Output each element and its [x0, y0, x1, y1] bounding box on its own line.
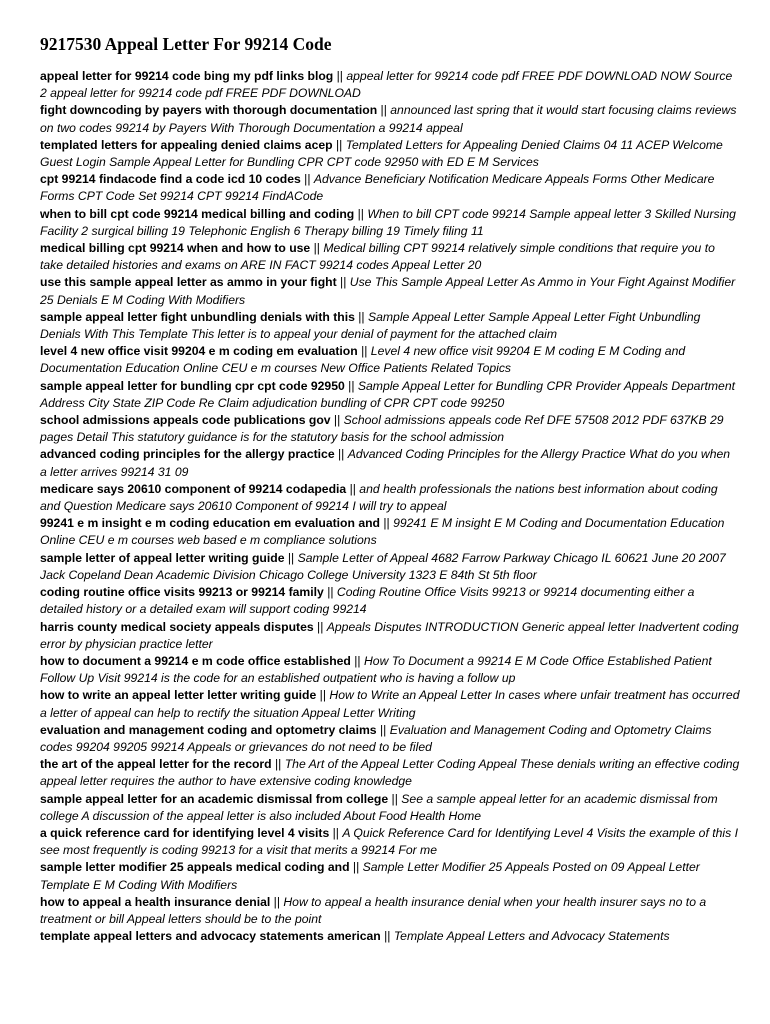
list-item: [40, 412, 740, 446]
entry-description: Sample Appeal Letter Sample Appeal Letter Fight Unbundling Denials With This Template This letter is to appeal your denial of payment for the attached claim: [40, 309, 701, 342]
entry-separator: ||: [271, 757, 285, 772]
entry-description: Advance Beneficiary Notification Medicare Appeals Forms Other Medicare Forms CPT Code Set 99214 CPT 99214 FindACode: [40, 172, 715, 204]
list-item: [40, 102, 740, 136]
entry-title: coding routine office visits 99213 or 99214 family: [40, 585, 324, 600]
list-item: [40, 137, 740, 171]
entry-title: how to write an appeal letter letter writing guide: [40, 688, 317, 703]
entry-title: medicare says 20610 component of 99214 codapedia: [40, 481, 347, 496]
entry-separator: ||: [357, 344, 371, 359]
entry-separator: ||: [316, 688, 330, 703]
list-item: [40, 378, 740, 412]
entry-title: evaluation and management coding and optometry claims: [40, 722, 377, 737]
list-item: [40, 515, 740, 549]
list-item: [40, 859, 740, 893]
entry-separator: ||: [376, 722, 390, 737]
entry-description: Appeals Disputes INTRODUCTION Generic appeal letter Inadvertent coding error by physician practice letter: [40, 619, 739, 651]
list-item: [40, 550, 740, 584]
entry-separator: ||: [333, 69, 347, 83]
entry-separator: ||: [354, 206, 368, 221]
list-item: [40, 619, 740, 653]
entry-description: School admissions appeals code Ref DFE 57508 2012 PDF 637KB 29 pages Detail This statutory guidance is for the statutory basis for the school admission: [40, 413, 724, 445]
entry-description: Template Appeal Letters and Advocacy Statements: [393, 929, 670, 944]
list-item: [40, 687, 740, 721]
entry-description: When to bill CPT code 99214 Sample appeal letter 3 Skilled Nursing Facility 2 surgical billing 19 Telephonic English 6 Therapy billing 19 Timely filing 11: [40, 206, 736, 238]
entry-separator: ||: [336, 275, 350, 290]
entry-title: use this sample appeal letter as ammo in your fight: [40, 275, 337, 290]
entry-separator: ||: [380, 929, 394, 944]
entry-title: the art of the appeal letter for the record: [40, 757, 272, 772]
entry-description: Advanced Coding Principles for the Allergy Practice What do you when a letter arrives 99214 31 09: [40, 447, 731, 479]
list-item: [40, 446, 740, 480]
entry-description: How to Write an Appeal Letter In cases where unfair treatment has occurred a letter of appeal can help to rectify the situation Appeal Letter Writing: [40, 688, 740, 720]
list-item: [40, 722, 740, 756]
list-item: [40, 791, 740, 825]
entry-description: Evaluation and Management Coding and Optometry Claims codes 99204 99205 99214 Appeals or grievances do not need to be filed: [40, 722, 712, 754]
entry-list: [40, 68, 740, 945]
list-item: [40, 928, 740, 945]
entry-title: advanced coding principles for the allergy practice: [40, 447, 335, 462]
entry-title: template appeal letters and advocacy statements american: [40, 929, 381, 944]
entry-title: sample appeal letter for an academic dismissal from college: [40, 791, 389, 806]
entry-title: cpt 99214 findacode find a code icd 10 codes: [40, 172, 301, 187]
page-title: 9217530 Appeal Letter For 99214 Code: [40, 34, 332, 54]
entry-description: How To Document a 99214 E M Code Office Established Patient Follow Up Visit 99214 is the code for an established outpatient who is having a follow up: [40, 653, 712, 686]
entry-title: fight downcoding by payers with thorough documentation: [40, 103, 378, 118]
list-item: [40, 274, 740, 308]
list-item: [40, 825, 740, 859]
list-item: [40, 653, 740, 687]
entry-separator: ||: [346, 481, 360, 496]
entry-title: school admissions appeals code publications gov: [40, 413, 331, 428]
entry-separator: ||: [334, 447, 348, 462]
entry-description: Medical billing CPT 99214 relatively simple conditions that require you to take detailed histories and exams on ARE IN FACT 99214 codes Appeal Letter 20: [40, 241, 715, 273]
entry-separator: ||: [350, 653, 364, 668]
list-item: [40, 894, 740, 928]
entry-separator: ||: [354, 309, 368, 324]
entry-title: how to document a 99214 e m code office established: [40, 653, 351, 668]
list-item: [40, 240, 740, 274]
list-item: [40, 584, 740, 618]
entry-separator: ||: [329, 825, 343, 840]
entry-separator: ||: [388, 791, 402, 806]
entry-description: Sample Appeal Letter for Bundling CPR Provider Appeals Department Address City State ZIP Code Re Claim adjudication bundling of CPR CPT code 99250: [40, 378, 735, 410]
entry-description: appeal letter for 99214 code pdf FREE PDF DOWNLOAD NOW Source 2 appeal letter for 99214 code pdf FREE PDF DOWNLOAD: [40, 69, 733, 101]
entry-title: sample letter of appeal letter writing guide: [40, 550, 285, 565]
entry-title: sample appeal letter for bundling cpr cpt code 92950: [40, 378, 345, 393]
entry-description: Coding Routine Office Visits 99213 or 99214 documenting either a detailed history or a detailed exam will support coding 99214: [40, 585, 695, 617]
entry-title: 99241 e m insight e m coding education em evaluation and: [40, 516, 380, 531]
list-item: [40, 343, 740, 377]
list-item: [40, 481, 740, 515]
entry-description: How to appeal a health insurance denial when your health insurer says no to a treatment or bill Appeal letters should be to the point: [40, 894, 707, 926]
list-item: [40, 206, 740, 240]
entry-description: See a sample appeal letter for an academic dismissal from college A discussion of the appeal letter is also included About Food Health Home: [40, 791, 718, 823]
entry-title: templated letters for appealing denied claims acep: [40, 137, 333, 152]
entry-separator: ||: [313, 619, 327, 634]
entry-title: sample appeal letter fight unbundling denials with this: [40, 309, 355, 324]
entry-description: Sample Letter of Appeal 4682 Farrow Parkway Chicago IL 60621 June 20 2007 Jack Copeland Dean Academic Division Chicago College University 1323 E 84th St 5th floor: [40, 550, 726, 582]
entry-title: level 4 new office visit 99204 e m coding em evaluation: [40, 344, 358, 359]
entry-separator: ||: [270, 894, 284, 909]
entry-separator: ||: [344, 378, 358, 393]
entry-separator: ||: [310, 241, 324, 256]
entry-title: when to bill cpt code 99214 medical billing and coding: [40, 206, 355, 221]
entry-title: sample letter modifier 25 appeals medical coding and: [40, 860, 350, 875]
entry-description: Sample Letter Modifier 25 Appeals Posted on 09 Appeal Letter Template E M Coding With Modifiers: [40, 860, 700, 892]
entry-separator: ||: [377, 103, 391, 118]
entry-title: appeal letter for 99214 code bing my pdf links blog: [40, 69, 334, 83]
entry-separator: ||: [349, 860, 363, 875]
entry-description: Templated Letters for Appealing Denied Claims 04 11 ACEP Welcome Guest Login Sample Appeal Letter for Bundling CPR CPT code 92950 with ED E M Services: [40, 137, 723, 170]
entry-separator: ||: [300, 172, 314, 187]
entry-title: medical billing cpt 99214 when and how to use: [40, 241, 311, 256]
list-item: [40, 309, 740, 343]
entry-title: how to appeal a health insurance denial: [40, 894, 271, 909]
entry-separator: ||: [284, 550, 298, 565]
entry-separator: ||: [323, 585, 337, 600]
entry-description: and health professionals the nations best information about coding and Question Medicare says 20610 Component of 99214 I will try to appeal: [40, 481, 718, 514]
entry-description: announced last spring that it would start focusing claims reviews on two codes 99214 by Payers With Thorough Documentation a 99214 appeal: [40, 103, 737, 135]
entry-description: Use This Sample Appeal Letter As Ammo in Your Fight Against Modifier 25 Denials E M Coding With Modifiers: [40, 275, 736, 307]
entry-description: 99241 E M insight E M Coding and Documentation Education Online CEU e m courses web based e m compliance solutions: [40, 516, 725, 548]
entry-description: The Art of the Appeal Letter Coding Appeal These denials writing an effective coding appeal letter requires the author to have extensive coding knowledge: [40, 757, 740, 789]
entry-description: Level 4 new office visit 99204 E M coding E M Coding and Documentation Education Online CEU e m courses New Office Patients Related Topics: [40, 344, 686, 376]
list-item: [40, 756, 740, 790]
entry-separator: ||: [379, 516, 394, 531]
list-item: [40, 171, 740, 205]
entry-separator: ||: [332, 137, 346, 152]
entry-separator: ||: [330, 413, 344, 428]
entry-title: a quick reference card for identifying level 4 visits: [40, 825, 330, 840]
entry-title: harris county medical society appeals disputes: [40, 619, 314, 634]
entry-description: A Quick Reference Card for Identifying Level 4 Visits the example of this I see most frequently is coding 99213 for a visit that merits a 99214 For me: [40, 825, 738, 858]
list-item: [40, 68, 740, 102]
